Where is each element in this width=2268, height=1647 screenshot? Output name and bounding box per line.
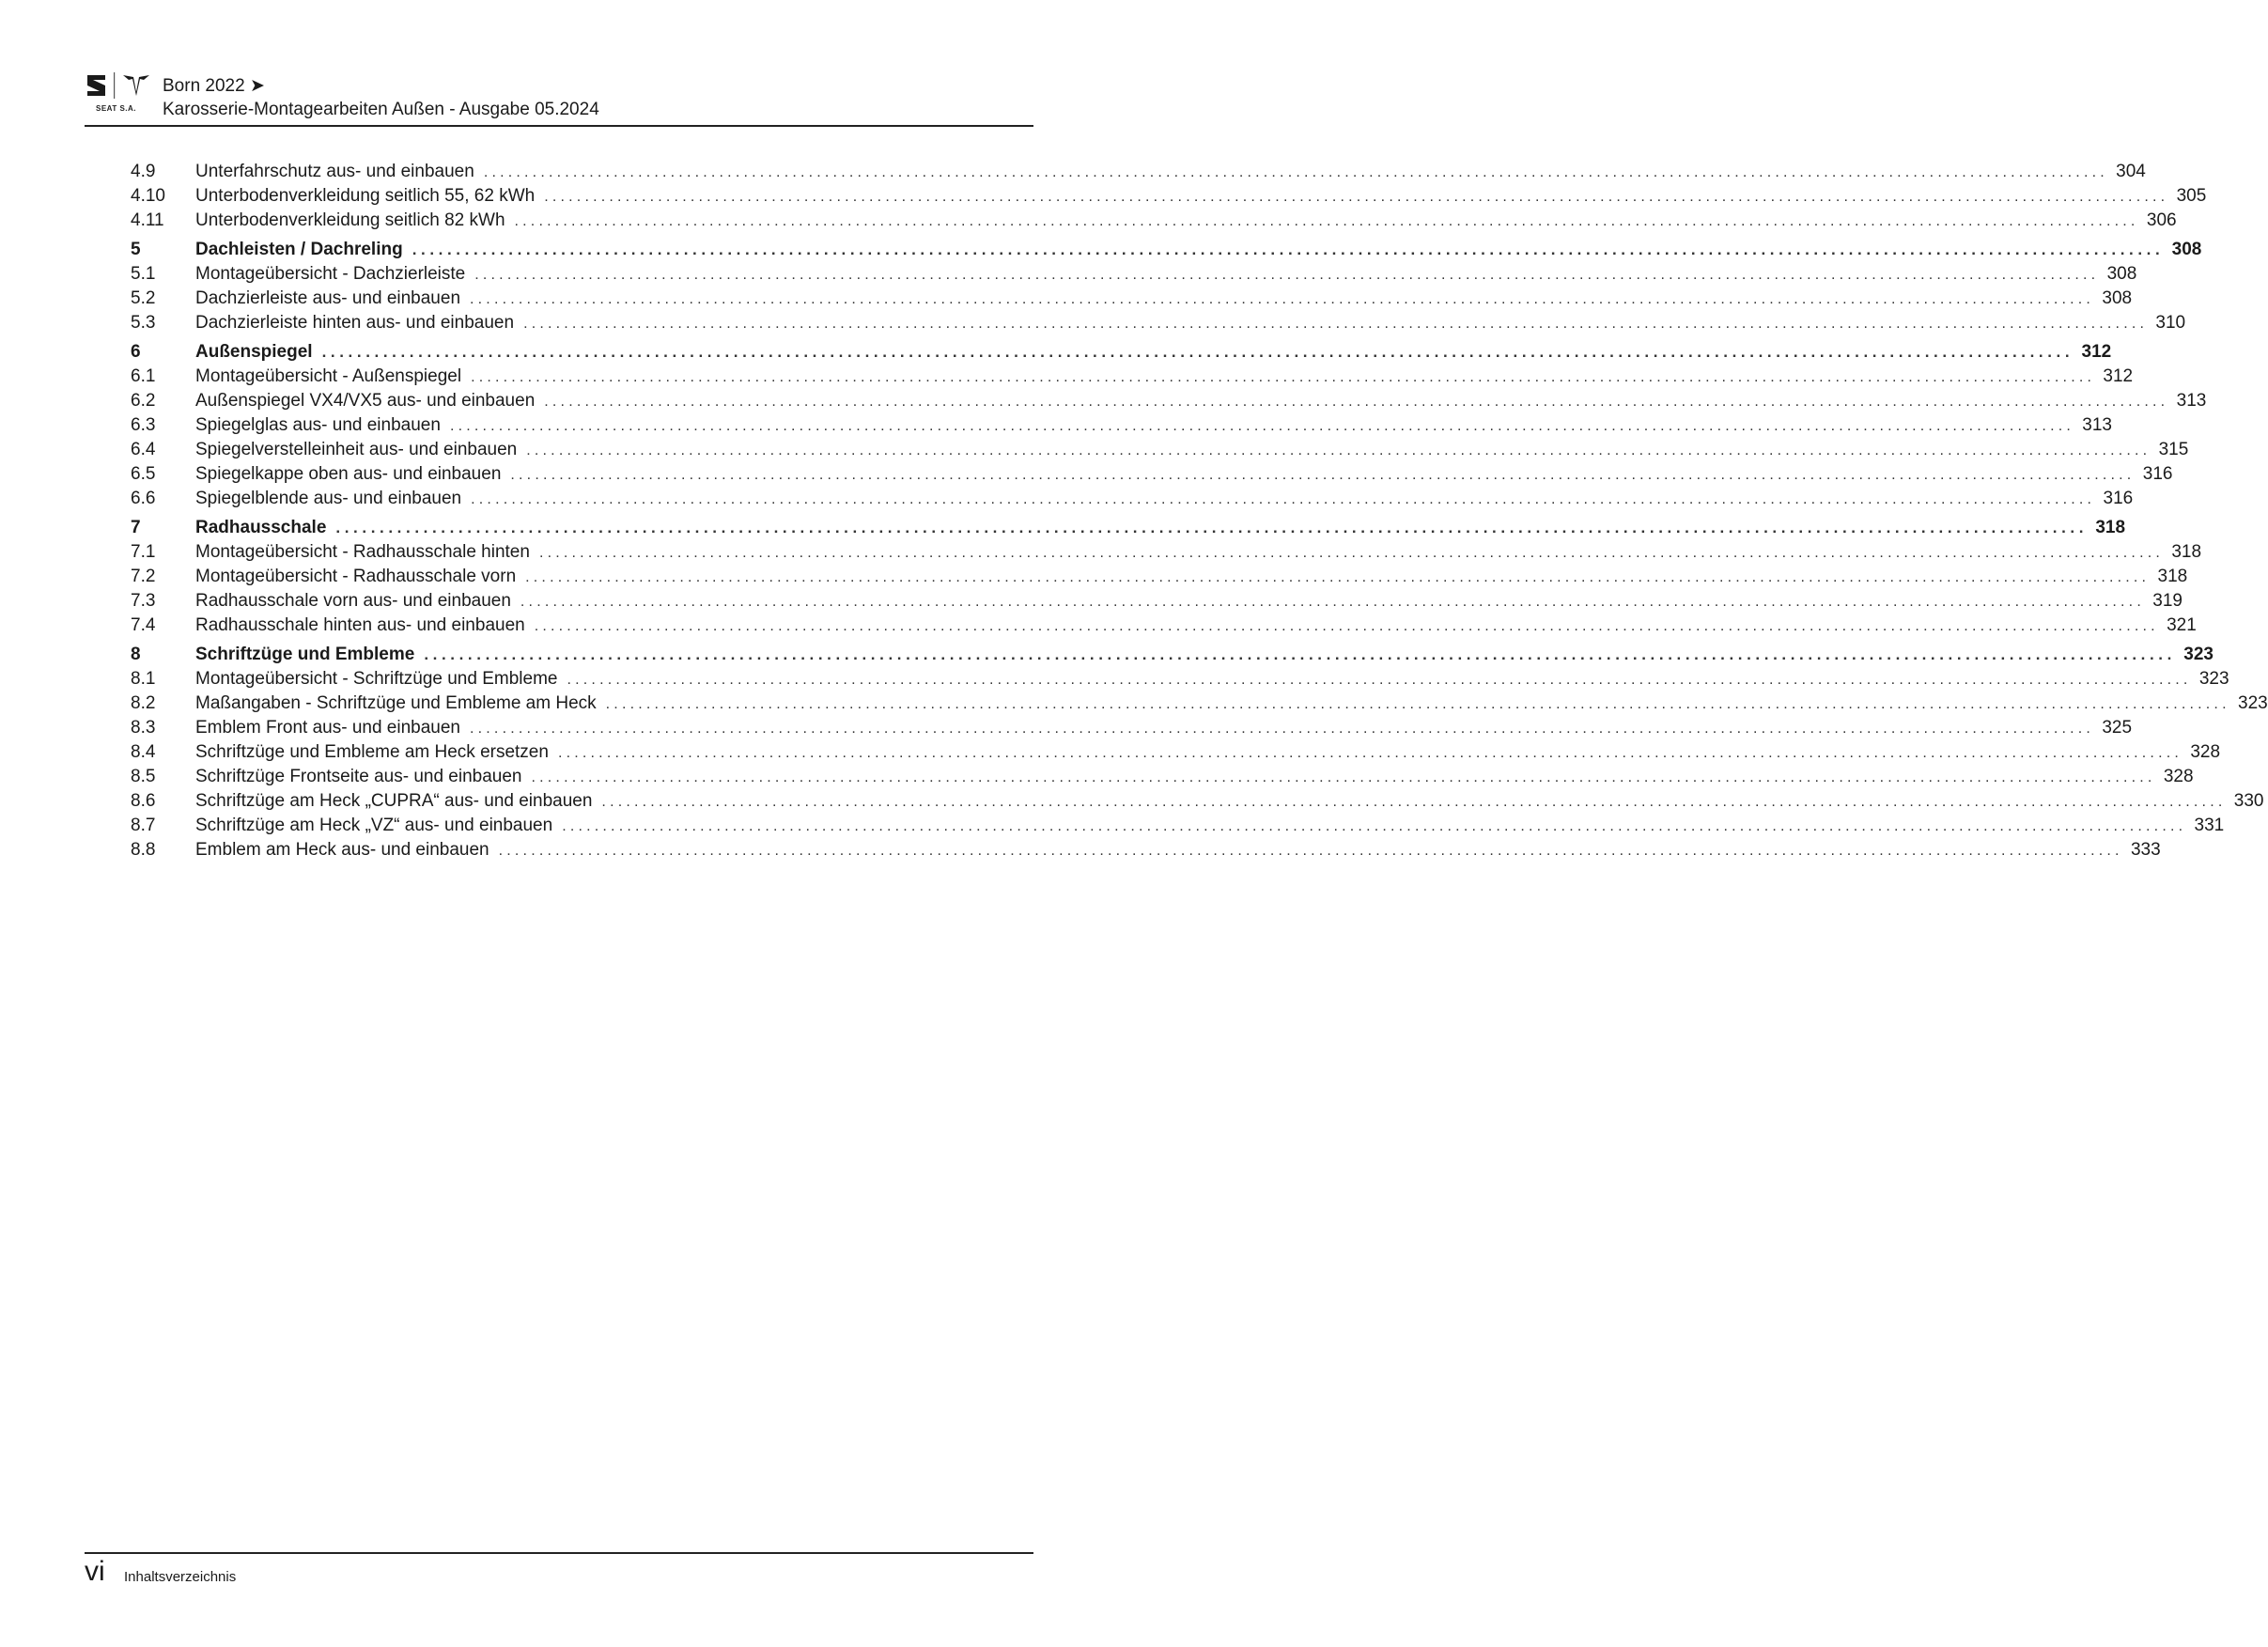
toc-leader-dots: ........................................................................................................................................................................................................ [567,672,2192,688]
toc-page-number: 306 [2146,210,2177,230]
toc-number: 5.2 [131,288,156,308]
toc-title: Radhausschale [195,518,327,537]
toc-page-number: 312 [2103,366,2134,386]
toc-page-number: 328 [2163,767,2194,786]
footer-divider [85,1552,1033,1554]
toc-title: Unterfahrschutz aus- und einbauen [195,162,474,181]
toc-entry-row[interactable] [131,489,2134,513]
toc-page-number: 318 [2095,518,2126,537]
toc-leader-dots: ........................................................................................................................................................................................................ [474,267,2100,283]
toc-page-number: 330 [2233,791,2264,811]
toc-leader-dots: ........................................................................................................................................................................................................ [470,721,2095,737]
toc-number: 5.1 [131,264,156,284]
toc-title: Montageübersicht - Schriftzüge und Embleme [195,669,558,689]
toc-title: Spiegelblende aus- und einbauen [195,489,462,508]
toc-entry-row[interactable] [131,542,2202,567]
toc-title: Dachzierleiste hinten aus- und einbauen [195,313,515,333]
toc-leader-dots: ........................................................................................................................................................................................................ [498,843,2123,859]
toc-leader-dots: ........................................................................................................................................................................................................ [557,745,2183,761]
toc-title: Montageübersicht - Dachzierleiste [195,264,466,284]
toc-page-number: 313 [2176,391,2207,411]
toc-title: Schriftzüge am Heck „CUPRA“ aus- und einbauen [195,791,593,811]
toc-page-number: 321 [2167,615,2197,635]
toc-leader-dots: ........................................................................................................................................................................................................ [605,696,2230,712]
toc-entry-row[interactable] [131,591,2183,615]
toc-page-number: 304 [2116,162,2146,181]
toc-page-number: 328 [2190,742,2221,762]
footer-page-number: vi [85,1556,105,1587]
toc-page-number: 318 [2157,567,2188,586]
toc-number: 4.11 [131,210,164,230]
toc-leader-dots: ........................................................................................................................................................................................................ [562,818,2187,834]
toc-entry-row[interactable] [131,186,2207,210]
toc-leader-dots: ........................................................................................................................................................................................................ [526,443,2151,458]
toc-number: 8 [131,645,141,664]
toc-entry-row[interactable] [131,391,2207,415]
toc-number: 6.6 [131,489,156,508]
cupra-logo-icon [120,71,152,100]
toc-title: Dachleisten / Dachreling [195,240,403,259]
toc-entry-row[interactable] [131,464,2173,489]
toc-page-number: 323 [2183,645,2214,664]
toc-title: Montageübersicht - Außenspiegel [195,366,462,386]
toc-page-number: 312 [2081,342,2112,362]
toc-number: 7.4 [131,615,156,635]
toc-page-number: 310 [2155,313,2186,333]
toc-leader-dots: ........................................................................................................................................................................................................ [471,369,2096,385]
toc-number: 6.3 [131,415,156,435]
toc-page-number: 331 [2194,816,2225,835]
toc-title: Spiegelglas aus- und einbauen [195,415,441,435]
toc-entry-row[interactable] [131,669,2229,693]
toc-number: 7.2 [131,567,156,586]
toc-entry-row[interactable] [131,415,2112,440]
toc-page-number: 305 [2176,186,2207,206]
toc-number: 7.3 [131,591,156,611]
toc-number: 8.5 [131,767,156,786]
toc-leader-dots: ........................................................................................................................................................................................................ [525,569,2151,585]
toc-number: 8.3 [131,718,156,738]
toc-page-number: 308 [2106,264,2137,284]
toc-title: Emblem Front aus- und einbauen [195,718,460,738]
toc-leader-dots: ........................................................................................................................................................................................................ [335,519,2089,536]
toc-page-number: 315 [2158,440,2189,459]
toc-leader-dots: ........................................................................................................................................................................................................ [523,316,2149,332]
toc-chapter-row[interactable] [131,240,2202,264]
toc-entry-row[interactable] [131,288,2133,313]
toc-title: Radhausschale hinten aus- und einbauen [195,615,525,635]
toc-title: Montageübersicht - Radhausschale hinten [195,542,530,562]
toc-page-number: 316 [2103,489,2134,508]
toc-title: Schriftzüge am Heck „VZ“ aus- und einbauen [195,816,553,835]
document-subtitle: Karosserie-Montagearbeiten Außen - Ausgabe 05.2024 [163,100,599,119]
model-title: Born 2022 ➤ [163,76,265,96]
brand-logos [85,71,150,124]
toc-title: Schriftzüge und Embleme am Heck ersetzen [195,742,549,762]
toc-number: 6.5 [131,464,156,484]
toc-number: 7 [131,518,141,537]
toc-title: Montageübersicht - Radhausschale vorn [195,567,517,586]
toc-number: 4.9 [131,162,156,181]
toc-title: Unterbodenverkleidung seitlich 55, 62 kWh [195,186,536,206]
toc-entry-row[interactable] [131,264,2137,288]
toc-entry-row[interactable] [131,567,2188,591]
toc-number: 8.6 [131,791,156,811]
toc-number: 6.4 [131,440,156,459]
toc-leader-dots: ........................................................................................................................................................................................................ [321,343,2074,361]
toc-title: Unterbodenverkleidung seitlich 82 kWh [195,210,505,230]
toc-page-number: 318 [2171,542,2202,562]
toc-leader-dots: ........................................................................................................................................................................................................ [531,769,2156,785]
toc-page-number: 333 [2130,840,2161,860]
header-divider [85,125,1033,127]
toc-leader-dots: ........................................................................................................................................................................................................ [534,618,2159,634]
toc-page-number: 319 [2152,591,2183,611]
toc-number: 6.1 [131,366,156,386]
table-of-contents [131,162,2268,864]
toc-entry-row[interactable] [131,162,2146,186]
toc-chapter-row[interactable] [131,645,2214,669]
toc-leader-dots: ........................................................................................................................................................................................................ [520,594,2145,610]
toc-title: Maßangaben - Schriftzüge und Embleme am Heck [195,693,597,713]
toc-page-number: 323 [2238,693,2268,713]
toc-number: 8.4 [131,742,156,762]
toc-number: 5 [131,240,141,259]
toc-number: 8.2 [131,693,156,713]
toc-title: Spiegelverstelleinheit aus- und einbauen [195,440,518,459]
toc-page-number: 313 [2082,415,2112,435]
toc-entry-row[interactable] [131,816,2225,840]
toc-entry-row[interactable] [131,840,2161,864]
toc-number: 7.1 [131,542,156,562]
toc-entry-row[interactable] [131,366,2134,391]
toc-number: 6.2 [131,391,156,411]
toc-title: Dachzierleiste aus- und einbauen [195,288,461,308]
toc-number: 8.8 [131,840,156,860]
toc-leader-dots: ........................................................................................................................................................................................................ [544,189,2169,205]
toc-leader-dots: ........................................................................................................................................................................................................ [601,794,2227,810]
footer-label: Inhaltsverzeichnis [124,1569,237,1585]
toc-entry-row[interactable] [131,791,2264,816]
toc-leader-dots: ........................................................................................................................................................................................................ [449,418,2074,434]
toc-leader-dots: ........................................................................................................................................................................................................ [510,467,2136,483]
toc-title: Schriftzüge und Embleme [195,645,415,664]
toc-page-number: 316 [2142,464,2173,484]
toc-leader-dots: ........................................................................................................................................................................................................ [483,164,2108,180]
page-header [85,71,1033,124]
toc-number: 8.7 [131,816,156,835]
toc-entry-row[interactable] [131,210,2177,235]
toc-number: 8.1 [131,669,156,689]
brand-text: SEAT S.A. [96,104,137,113]
toc-entry-row[interactable] [131,313,2186,337]
toc-title: Schriftzüge Frontseite aus- und einbauen [195,767,522,786]
toc-title: Außenspiegel VX4/VX5 aus- und einbauen [195,391,536,411]
toc-entry-row[interactable] [131,742,2221,767]
toc-page-number: 308 [2102,288,2133,308]
toc-leader-dots: ........................................................................................................................................................................................................ [470,291,2095,307]
toc-entry-row[interactable] [131,693,2268,718]
toc-leader-dots: ........................................................................................................................................................................................................ [424,645,2176,663]
toc-chapter-row[interactable] [131,518,2126,542]
toc-page-number: 325 [2102,718,2133,738]
toc-leader-dots: ........................................................................................................................................................................................................ [544,394,2169,410]
toc-chapter-row[interactable] [131,342,2112,366]
toc-leader-dots: ........................................................................................................................................................................................................ [538,545,2165,561]
toc-page-number: 308 [2171,240,2202,259]
toc-title: Außenspiegel [195,342,313,362]
toc-entry-row[interactable] [131,440,2189,464]
toc-entry-row[interactable] [131,615,2197,640]
toc-leader-dots: ........................................................................................................................................................................................................ [471,491,2096,507]
toc-entry-row[interactable] [131,718,2133,742]
toc-title: Spiegelkappe oben aus- und einbauen [195,464,502,484]
toc-title: Emblem am Heck aus- und einbauen [195,840,489,860]
toc-number: 6 [131,342,141,362]
toc-leader-dots: ........................................................................................................................................................................................................ [514,213,2139,229]
toc-entry-row[interactable] [131,767,2194,791]
toc-leader-dots: ........................................................................................................................................................................................................ [412,241,2165,258]
toc-number: 4.10 [131,186,165,206]
toc-title: Radhausschale vorn aus- und einbauen [195,591,511,611]
toc-number: 5.3 [131,313,156,333]
toc-page-number: 323 [2198,669,2229,689]
